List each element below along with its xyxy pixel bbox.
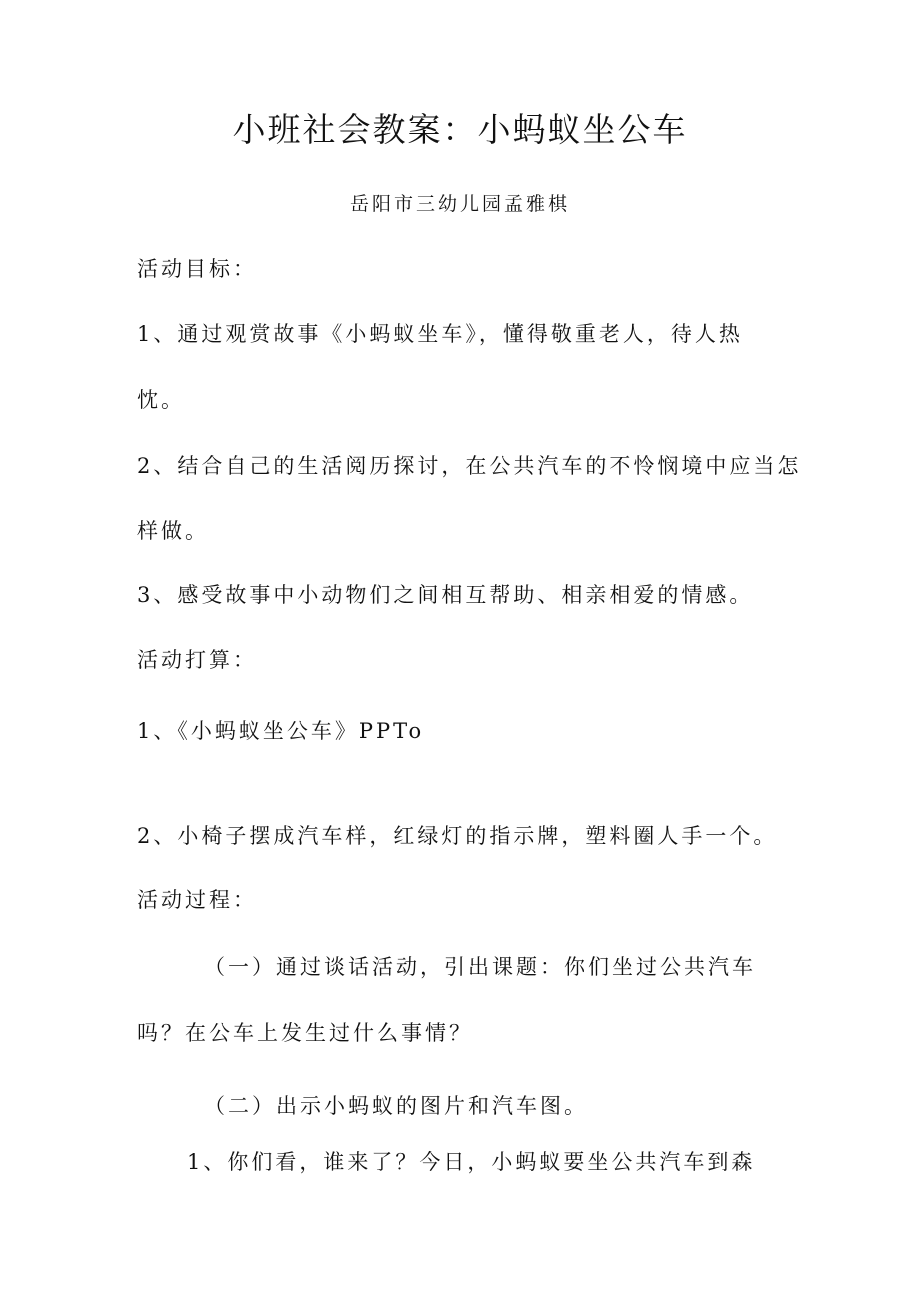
paragraph-line: 样做。: [137, 519, 209, 543]
paragraph-line: 2、结合自己的生活阅历探讨，在公共汽车的不怜悯境中应当怎: [137, 454, 802, 478]
paragraph-line: 1、《小蚂蚁坐公车》PPTo: [137, 719, 425, 743]
paragraph-line: 1、通过观赏故事《小蚂蚁坐车》，懂得敬重老人，待人热: [137, 322, 743, 346]
author-line: 岳阳市三幼儿园孟雅棋: [349, 193, 570, 215]
paragraph-line: 2、小椅子摆成汽车样，红绿灯的指示牌，塑料圈人手一个。: [137, 824, 778, 848]
paragraph-line: 3、感受故事中小动物们之间相互帮助、相亲相爱的情感。: [137, 583, 754, 607]
paragraph-line: 吗？在公车上发生过什么事情？: [137, 1021, 473, 1045]
paragraph-line: 1、你们看，谁来了？今日，小蚂蚁要坐公共汽车到森: [187, 1150, 756, 1174]
section-heading-goals: 活动目标：: [137, 257, 257, 281]
document-title: 小班社会教案：小蚂蚁坐公车: [232, 110, 688, 149]
paragraph-line: （二）出示小蚂蚁的图片和汽车图。: [204, 1094, 588, 1118]
paragraph-line: （一）通过谈话活动，引出课题：你们坐过公共汽车: [204, 955, 756, 979]
paragraph-line: 忱。: [137, 388, 185, 412]
section-heading-preparation: 活动打算：: [137, 648, 257, 672]
section-heading-process: 活动过程：: [137, 888, 257, 912]
